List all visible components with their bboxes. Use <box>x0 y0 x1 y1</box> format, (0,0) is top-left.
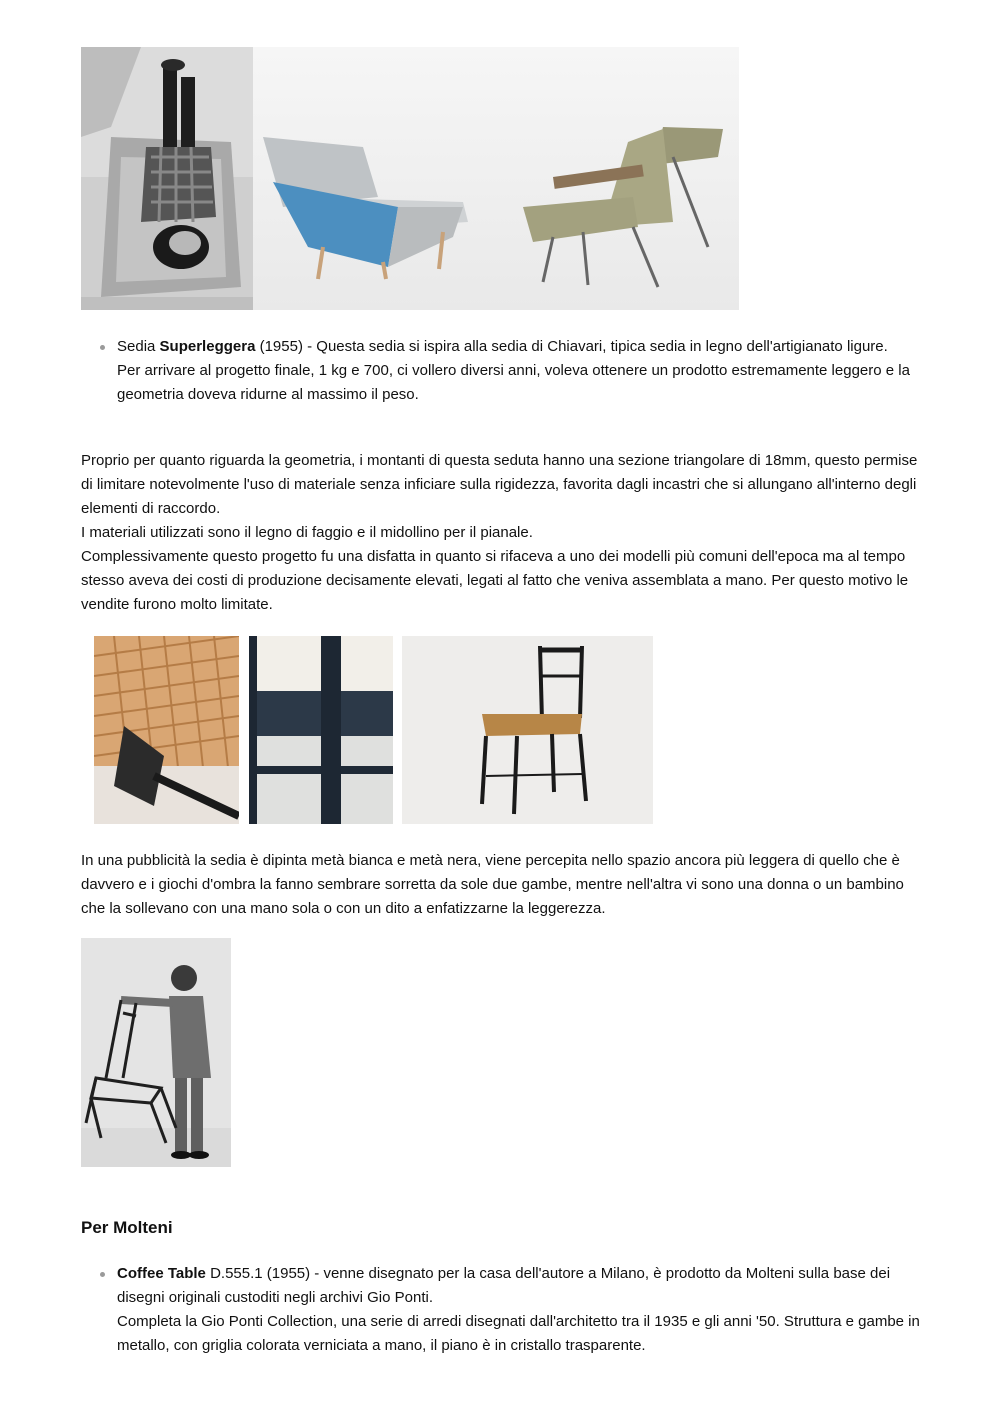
advertising-paragraph <box>81 849 931 921</box>
coffee-table-details: Completa la Gio Ponti Collection, una serie di arredi disegnati dall'architetto tra il 1935 e gli anni '50. Struttura e gambe in metallo, con griglia colorata verniciata a mano, il piano è in cristallo trasparente. <box>117 1313 920 1354</box>
superleggera-detail-photo-2 <box>249 636 393 824</box>
superleggera-intro: (1955) - Questa sedia si ispira alla sedia di Chiavari, tipica sedia in legno dell'artigianato ligure. <box>255 338 888 355</box>
section-title: Per Molteni <box>81 1218 173 1237</box>
chair-name: Superleggera <box>159 338 256 355</box>
product-name: Coffee Table <box>117 1265 206 1282</box>
coffee-table-intro: D.555.1 (1955) - venne disegnato per la casa dell'autore a Milano, è prodotto da Molteni sulla base dei disegni originali custoditi negli archivi Gio Ponti. <box>117 1265 891 1306</box>
boy-lifting-chair-photo <box>81 938 231 1167</box>
paragraph-line: Complessivamente questo progetto fu una disfatta in quanto si rifaceva a uno dei modelli più comuni dell'epoca ma al tempo stesso aveva dei costi di produzione decisamente elevati, legati al fatto che veniva assemblata a mano. Per questo motivo le vendite furono molto limitate. <box>81 548 909 613</box>
superleggera-detail-photo-1 <box>94 636 239 824</box>
armchairs-models-photo <box>253 47 739 310</box>
superleggera-list <box>96 335 926 407</box>
armchairs-vintage-photo <box>81 47 253 310</box>
superleggera-description <box>117 335 926 359</box>
coffee-table-description <box>117 1262 926 1310</box>
list-item <box>96 1262 926 1358</box>
lead-word: Sedia <box>117 338 156 355</box>
geometry-paragraph <box>81 449 931 617</box>
paragraph-line: Proprio per quanto riguarda la geometria, i montanti di questa seduta hanno una sezione triangolare di 18mm, questo permise di limitare notevolmente l'uso di materiale senza inficiare sulla rigidezza, favorita dagli incastri che si allungano all'interno degli elementi di raccordo. <box>81 452 918 517</box>
paragraph-line: I materiali utilizzati sono il legno di faggio e il midollino per il pianale. <box>81 524 533 541</box>
paragraph-text: In una pubblicità la sedia è dipinta metà bianca e metà nera, viene percepita nello spazio ancora più leggera di quello che è davvero e i giochi d'ombra la fanno sembrare sorretta da sole due gambe, mentre nell'altra vi sono una donna o un bambino che la sollevano con una mano sola o con un dito a enfatizzarne la leggerezza. <box>81 852 904 917</box>
superleggera-chair-photo <box>402 636 653 824</box>
list-item <box>96 335 926 407</box>
coffee-table-list <box>96 1262 926 1358</box>
superleggera-details: Per arrivare al progetto finale, 1 kg e 700, ci vollero diversi anni, voleva ottenere un prodotto estremamente leggero e la geometria doveva ridurne al massimo il peso. <box>117 362 910 403</box>
